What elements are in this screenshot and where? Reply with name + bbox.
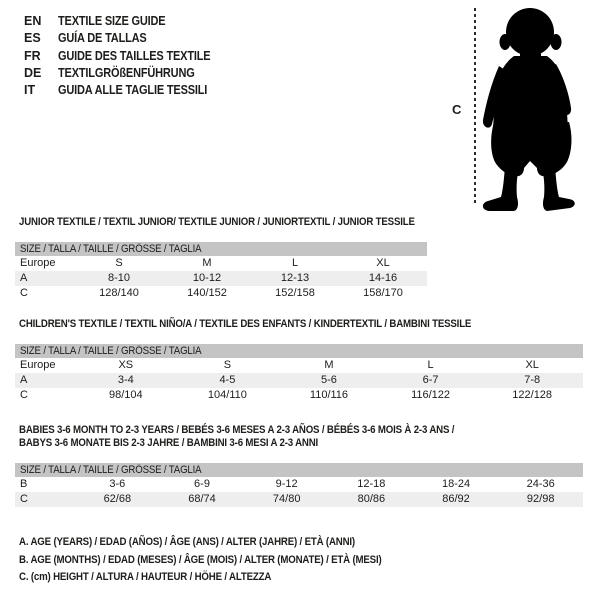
junior-size-table bbox=[15, 216, 427, 301]
footnote-c bbox=[15, 569, 431, 587]
legend-label: GUÍA DE TALLAS bbox=[58, 31, 147, 46]
height-cell: 98/104 bbox=[108, 389, 143, 401]
legend-row bbox=[24, 30, 231, 47]
height-cell: 128/140 bbox=[99, 287, 139, 299]
legend-label: TEXTILE SIZE GUIDE bbox=[58, 14, 166, 28]
size-header-text: SIZE / TALLA / TAILLE / GRÖSSE / TAGLIA bbox=[20, 464, 202, 476]
language-legend bbox=[24, 13, 231, 99]
age-cell: 3-4 bbox=[117, 374, 134, 386]
legend-row bbox=[24, 65, 231, 82]
row-label: B bbox=[20, 478, 28, 490]
height-cell: 92/98 bbox=[526, 493, 555, 505]
size-cell: L bbox=[427, 359, 434, 371]
size-header-text: SIZE / TALLA / TAILLE / GRÖSSE / TAGLIA bbox=[20, 345, 202, 357]
footnote-text: B. AGE (MONTHS) / EDAD (MESES) / ÂGE (MOIS) / ALTER (MONATE) / ETÀ (MESI) bbox=[19, 553, 382, 566]
age-cell: 5-6 bbox=[321, 374, 337, 386]
table-title-text: BABIES 3-6 MONTH TO 2-3 YEARS / BEBÉS 3-6 MESES A 2-3 AÑOS / BÉBÉS 3-6 MOIS À 2-3 ANS / bbox=[19, 424, 455, 436]
language-code: DE bbox=[24, 65, 42, 80]
footnote-text: C. (cm) HEIGHT / ALTURA / HAUTEUR / HÖHE / ALTEZZA bbox=[19, 571, 272, 584]
size-header-bar bbox=[15, 463, 583, 477]
size-cell: XL bbox=[525, 359, 539, 371]
legend-row bbox=[24, 13, 231, 30]
legend-label: GUIDE DES TAILLES TEXTILE bbox=[58, 48, 211, 63]
footnote-text: A. AGE (YEARS) / EDAD (AÑOS) / ÂGE (ANS) / ALTER (JAHRE) / ETÀ (ANNI) bbox=[19, 536, 355, 548]
age-cell: 12-18 bbox=[357, 478, 386, 490]
row-label: Europe bbox=[20, 359, 56, 371]
table-row-height bbox=[15, 388, 583, 403]
size-cell: XL bbox=[376, 257, 390, 269]
row-label: C bbox=[20, 493, 28, 505]
table-title bbox=[15, 216, 427, 229]
row-label: C bbox=[20, 287, 28, 299]
height-cell: 110/116 bbox=[309, 389, 349, 401]
table-row-height bbox=[15, 492, 583, 507]
size-cell: L bbox=[291, 257, 299, 269]
age-cell: 6-9 bbox=[194, 478, 210, 490]
age-cell: 4-5 bbox=[219, 374, 236, 386]
row-label: A bbox=[20, 374, 28, 386]
height-cell: 104/110 bbox=[207, 389, 247, 401]
legend-label: TEXTILGRÖßENFÜHRUNG bbox=[58, 65, 195, 80]
table-title-line2 bbox=[15, 437, 583, 450]
age-cell: 8-10 bbox=[107, 272, 131, 284]
table-row-age bbox=[15, 271, 427, 286]
row-label: C bbox=[20, 389, 28, 401]
height-cell: 140/152 bbox=[187, 287, 227, 299]
table-body bbox=[15, 358, 583, 403]
size-header-bar bbox=[15, 242, 427, 256]
table-title-text: JUNIOR TEXTILE / TEXTIL JUNIOR/ TEXTILE JUNIOR / JUNIORTEXTIL / JUNIOR TESSILE bbox=[19, 216, 415, 228]
age-cell: 3-6 bbox=[109, 478, 126, 490]
height-cell: 122/128 bbox=[512, 389, 553, 401]
age-cell: 14-16 bbox=[368, 272, 398, 284]
size-cell: XS bbox=[118, 359, 134, 371]
legend-row bbox=[24, 82, 231, 99]
language-code: ES bbox=[24, 31, 41, 46]
age-cell: 18-24 bbox=[441, 478, 471, 490]
babies-size-table bbox=[15, 424, 583, 507]
height-cell: 158/170 bbox=[363, 287, 403, 299]
table-title-text: CHILDREN'S TEXTILE / TEXTIL NIÑO/A / TEXTILE DES ENFANTS / KINDERTEXTIL / BAMBINI TESSILE bbox=[19, 318, 472, 330]
size-header-bar bbox=[15, 344, 583, 358]
height-cell: 152/158 bbox=[275, 287, 315, 299]
height-cell: 116/122 bbox=[411, 389, 451, 401]
legend-label: GUIDA ALLE TAGLIE TESSILI bbox=[58, 83, 208, 98]
table-body bbox=[15, 477, 583, 507]
height-measure-line bbox=[474, 8, 476, 206]
footnote-b bbox=[15, 552, 431, 570]
height-cell: 80/86 bbox=[357, 493, 386, 505]
row-label: A bbox=[20, 272, 28, 284]
table-body bbox=[15, 256, 427, 301]
language-code: EN bbox=[24, 14, 42, 28]
language-code: IT bbox=[24, 83, 36, 98]
age-cell: 6-7 bbox=[422, 374, 439, 386]
children-size-table bbox=[15, 318, 583, 403]
height-cell: 62/68 bbox=[103, 493, 132, 505]
table-row-europe bbox=[15, 256, 427, 271]
size-header-text: SIZE / TALLA / TAILLE / GRÖSSE / TAGLIA bbox=[20, 243, 202, 255]
height-cell: 86/92 bbox=[442, 493, 470, 505]
table-row-age bbox=[15, 373, 583, 388]
size-cell: M bbox=[324, 359, 334, 371]
size-cell: S bbox=[223, 359, 232, 371]
table-title bbox=[15, 318, 583, 331]
footnotes bbox=[15, 534, 431, 587]
size-cell: S bbox=[115, 257, 123, 269]
baby-silhouette bbox=[478, 4, 583, 214]
footnote-a bbox=[15, 534, 431, 552]
height-cell: 68/74 bbox=[188, 493, 216, 505]
age-cell: 7-8 bbox=[524, 374, 541, 386]
table-row-age-months bbox=[15, 477, 583, 492]
table-title-text: BABYS 3-6 MONATE BIS 2-3 JAHRE / BAMBINI 3-6 MESI A 2-3 ANNI bbox=[19, 437, 319, 449]
table-title bbox=[15, 424, 583, 437]
age-cell: 9-12 bbox=[275, 478, 298, 490]
size-cell: M bbox=[202, 257, 212, 269]
age-cell: 10-12 bbox=[192, 272, 222, 284]
height-measure-label: C bbox=[452, 102, 462, 117]
legend-row bbox=[24, 48, 231, 65]
table-row-height bbox=[15, 286, 427, 301]
age-cell: 24-36 bbox=[526, 478, 555, 490]
age-cell: 12-13 bbox=[280, 272, 310, 284]
table-row-europe bbox=[15, 358, 583, 373]
row-label: Europe bbox=[20, 257, 56, 269]
height-cell: 74/80 bbox=[272, 493, 301, 505]
language-code: FR bbox=[24, 48, 41, 63]
